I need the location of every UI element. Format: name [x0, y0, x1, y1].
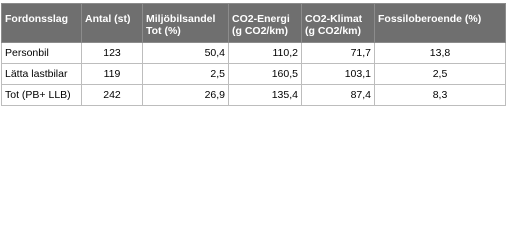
cell-fossiloberoende: 2,5	[375, 64, 506, 85]
fleet-statistics-table	[1, 3, 506, 106]
header-label-line2: (g CO2/km)	[305, 25, 362, 37]
header-fordonsslag	[2, 4, 82, 43]
table-row-total	[2, 85, 506, 106]
header-label: Fordonsslag	[5, 13, 69, 25]
cell-fordonsslag: Lätta lastbilar	[2, 64, 82, 85]
cell-fordonsslag: Tot (PB+ LLB)	[2, 85, 82, 106]
cell-co2-energi: 135,4	[229, 85, 302, 106]
header-fossiloberoende	[375, 4, 506, 43]
cell-miljobilsandel: 26,9	[143, 85, 229, 106]
cell-antal: 242	[82, 85, 143, 106]
cell-fossiloberoende: 13,8	[375, 43, 506, 64]
cell-fordonsslag: Personbil	[2, 43, 82, 64]
header-co2-energi	[229, 4, 302, 43]
cell-antal: 119	[82, 64, 143, 85]
header-label: Fossiloberoende (%)	[378, 13, 482, 25]
table-row	[2, 64, 506, 85]
cell-co2-klimat: 103,1	[302, 64, 375, 85]
header-label: Antal (st)	[85, 13, 131, 25]
header-miljobilsandel	[143, 4, 229, 43]
cell-miljobilsandel: 2,5	[143, 64, 229, 85]
cell-co2-energi: 110,2	[229, 43, 302, 64]
header-label: Miljöbilsandel	[146, 13, 216, 25]
cell-co2-energi: 160,5	[229, 64, 302, 85]
header-label: CO2-Klimat	[305, 13, 363, 25]
cell-co2-klimat: 87,4	[302, 85, 375, 106]
cell-antal: 123	[82, 43, 143, 64]
header-label-line2: (g CO2/km)	[232, 25, 289, 37]
table-row	[2, 43, 506, 64]
header-label-line2: Tot (%)	[146, 25, 181, 37]
cell-miljobilsandel: 50,4	[143, 43, 229, 64]
cell-fossiloberoende: 8,3	[375, 85, 506, 106]
header-co2-klimat	[302, 4, 375, 43]
table-header-row	[2, 4, 506, 43]
header-label: CO2-Energi	[232, 13, 290, 25]
cell-co2-klimat: 71,7	[302, 43, 375, 64]
header-antal	[82, 4, 143, 43]
fleet-table-container	[1, 3, 506, 106]
